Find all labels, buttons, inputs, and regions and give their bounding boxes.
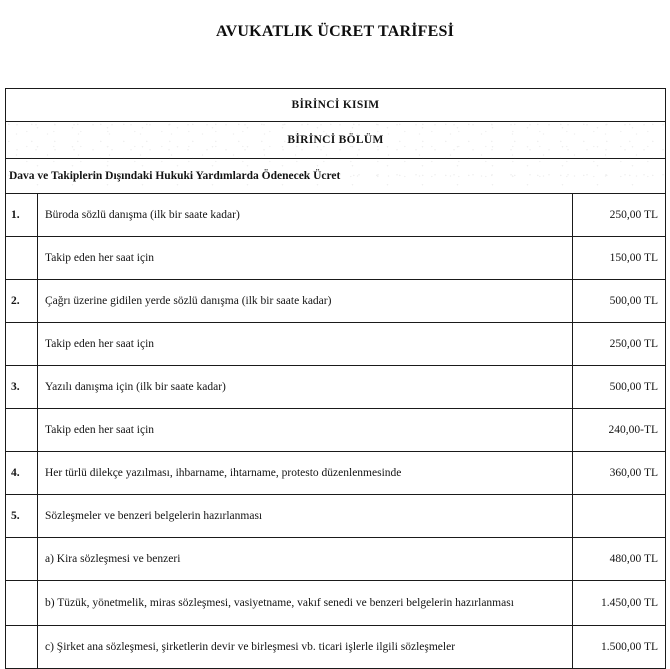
document-page — [0, 22, 670, 653]
tariff-table-body — [6, 89, 666, 669]
row-description: Takip eden her saat için — [38, 323, 573, 366]
row-number: 4. — [6, 452, 38, 495]
row-description: c) Şirket ana sözleşmesi, şirketlerin devir ve birleşmesi vb. ticari işlerle ilgili sözleşmeler — [38, 626, 573, 669]
row-number — [6, 538, 38, 581]
scope-heading-row — [6, 159, 666, 194]
row-description: Takip eden her saat için — [38, 409, 573, 452]
chapter-heading-cell: BİRİNCİ BÖLÜM — [6, 122, 666, 159]
row-number: 3. — [6, 366, 38, 409]
row-description: Çağrı üzerine gidilen yerde sözlü danışma (ilk bir saate kadar) — [38, 280, 573, 323]
row-price: 500,00 TL — [573, 280, 666, 323]
scope-heading-cell: Dava ve Takiplerin Dışındaki Hukuki Yardımlarda Ödenecek Ücret — [6, 159, 666, 194]
row-number: 1. — [6, 194, 38, 237]
row-price: 500,00 TL — [573, 366, 666, 409]
row-number: 5. — [6, 495, 38, 538]
row-description: Yazılı danışma için (ilk bir saate kadar) — [38, 366, 573, 409]
row-description: Sözleşmeler ve benzeri belgelerin hazırlanması — [38, 495, 573, 538]
row-price: 250,00 TL — [573, 194, 666, 237]
row-price: 240,00-TL — [573, 409, 666, 452]
section-heading-cell: BİRİNCİ KISIM — [6, 89, 666, 122]
row-number — [6, 581, 38, 626]
table-row — [6, 323, 666, 366]
row-price: 250,00 TL — [573, 323, 666, 366]
page-title: AVUKATLIK ÜCRET TARİFESİ — [215, 23, 455, 40]
table-row — [6, 409, 666, 452]
row-price: 480,00 TL — [573, 538, 666, 581]
table-row — [6, 366, 666, 409]
table-row — [6, 626, 666, 669]
row-price: 1.450,00 TL — [573, 581, 666, 626]
table-row — [6, 280, 666, 323]
row-price: 360,00 TL — [573, 452, 666, 495]
row-number — [6, 323, 38, 366]
table-row — [6, 495, 666, 538]
table-row — [6, 538, 666, 581]
row-description: a) Kira sözleşmesi ve benzeri — [38, 538, 573, 581]
tariff-table-container — [5, 88, 665, 669]
row-number — [6, 409, 38, 452]
row-description: Her türlü dilekçe yazılması, ihbarname, ihtarname, protesto düzenlenmesinde — [38, 452, 573, 495]
table-row — [6, 581, 666, 626]
row-number: 2. — [6, 280, 38, 323]
row-price: 150,00 TL — [573, 237, 666, 280]
row-price: 1.500,00 TL — [573, 626, 666, 669]
section-heading-row — [6, 89, 666, 122]
table-row — [6, 452, 666, 495]
row-number — [6, 626, 38, 669]
tariff-table — [5, 88, 666, 669]
table-row — [6, 237, 666, 280]
row-description: Takip eden her saat için — [38, 237, 573, 280]
row-description: b) Tüzük, yönetmelik, miras sözleşmesi, vasiyetname, vakıf senedi ve benzeri belgelerin hazırlanması — [38, 581, 573, 626]
table-row — [6, 194, 666, 237]
row-price — [573, 495, 666, 538]
row-description: Büroda sözlü danışma (ilk bir saate kadar) — [38, 194, 573, 237]
chapter-heading-row — [6, 122, 666, 159]
row-number — [6, 237, 38, 280]
